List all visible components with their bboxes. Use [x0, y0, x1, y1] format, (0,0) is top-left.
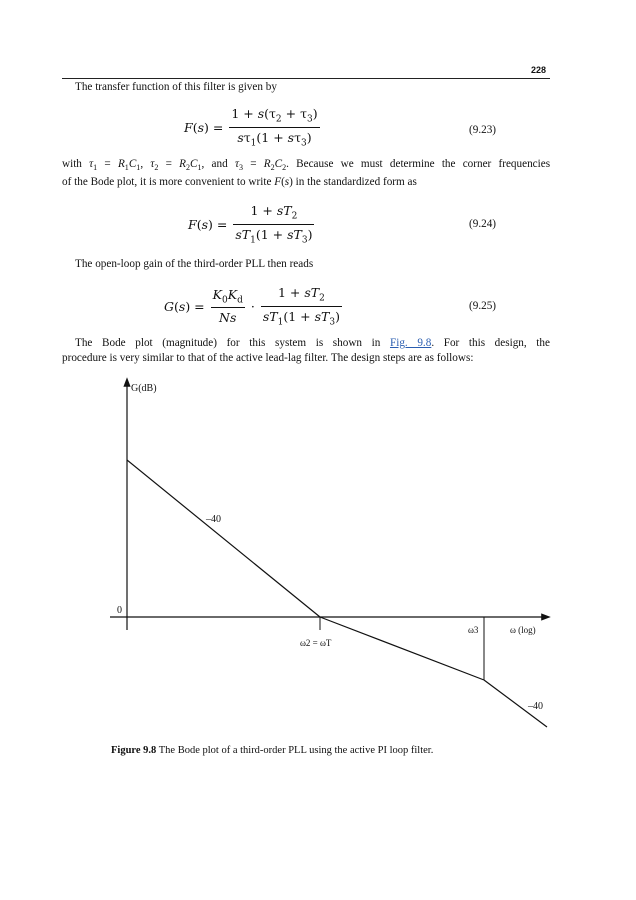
para4-pre: The Bode plot (magnitude) for this system is shown in	[75, 337, 381, 349]
equation-number-9-25: (9.25)	[469, 300, 497, 312]
para4-post: . For this design, the	[431, 337, 550, 349]
y-axis-label: G(dB)	[131, 383, 157, 394]
eq-9-25-denominator-2: $sT_1(1 + sT_3)$	[261, 306, 342, 328]
slope-segment-1	[127, 460, 320, 617]
eq-9-24-lhs: F(s) =	[188, 216, 228, 232]
figure-caption-text: The Bode plot of a third-order PLL using the active PI loop filter.	[158, 745, 434, 756]
zero-label: 0	[117, 605, 122, 616]
eq-9-24-numerator: $1 + sT_2$	[250, 203, 298, 222]
eq-9-25-numerator-2: $1 + sT_2$	[277, 285, 325, 304]
w2-label: ω2 = ωT	[300, 638, 332, 648]
eq-9-23-numerator: $1 + s(\tau_2 + \tau_3)$	[231, 106, 318, 125]
eq-9-23-denominator: $s\tau_1(1 + s\tau_3)$	[229, 127, 319, 149]
figure-link[interactable]: Fig. 9.8	[389, 337, 432, 349]
figure-caption	[111, 745, 433, 756]
paragraph-open-loop: The open-loop gain of the third-order PLL then reads	[75, 258, 314, 270]
paragraph-intro: The transfer function of this filter is given by	[75, 81, 277, 93]
paragraph-standardized-form: of the Bode plot, it is more convenient to write F(s) in the standardized form as	[62, 176, 417, 188]
page-number: 228	[531, 65, 547, 75]
equation-number-9-24: (9.24)	[469, 218, 497, 230]
paragraph-tau-definitions: with $\tau_1 = R_1C_1$, $\tau_2 = R_2C_1$, and $\tau_3 = R_2C_2$. Because we must determine the corner frequencies	[62, 158, 551, 173]
figure-caption-label: Figure 9.8	[111, 745, 157, 756]
eq-9-25-numerator-1: $K_0K_d$	[212, 286, 243, 306]
slope-label-2: –40	[528, 701, 543, 712]
w3-label: ω3	[468, 625, 479, 635]
eq-9-25-dot: ·	[250, 298, 255, 314]
eq-9-25-lhs: G(s) =	[164, 298, 205, 314]
x-axis-label: ω (log)	[510, 625, 536, 635]
paragraph-design-steps: procedure is very similar to that of the active lead-lag filter. The design steps are as follows:	[62, 352, 474, 364]
eq-9-25-denominator-1: Ns	[211, 307, 245, 325]
slope-label-1: –40	[206, 514, 221, 525]
slope-segment-2	[320, 617, 484, 680]
eq-9-23-lhs: F(s) =	[184, 119, 224, 135]
equation-number-9-23: (9.23)	[469, 124, 497, 136]
eq-9-24-denominator: $sT_1(1 + sT_3)$	[233, 224, 314, 246]
